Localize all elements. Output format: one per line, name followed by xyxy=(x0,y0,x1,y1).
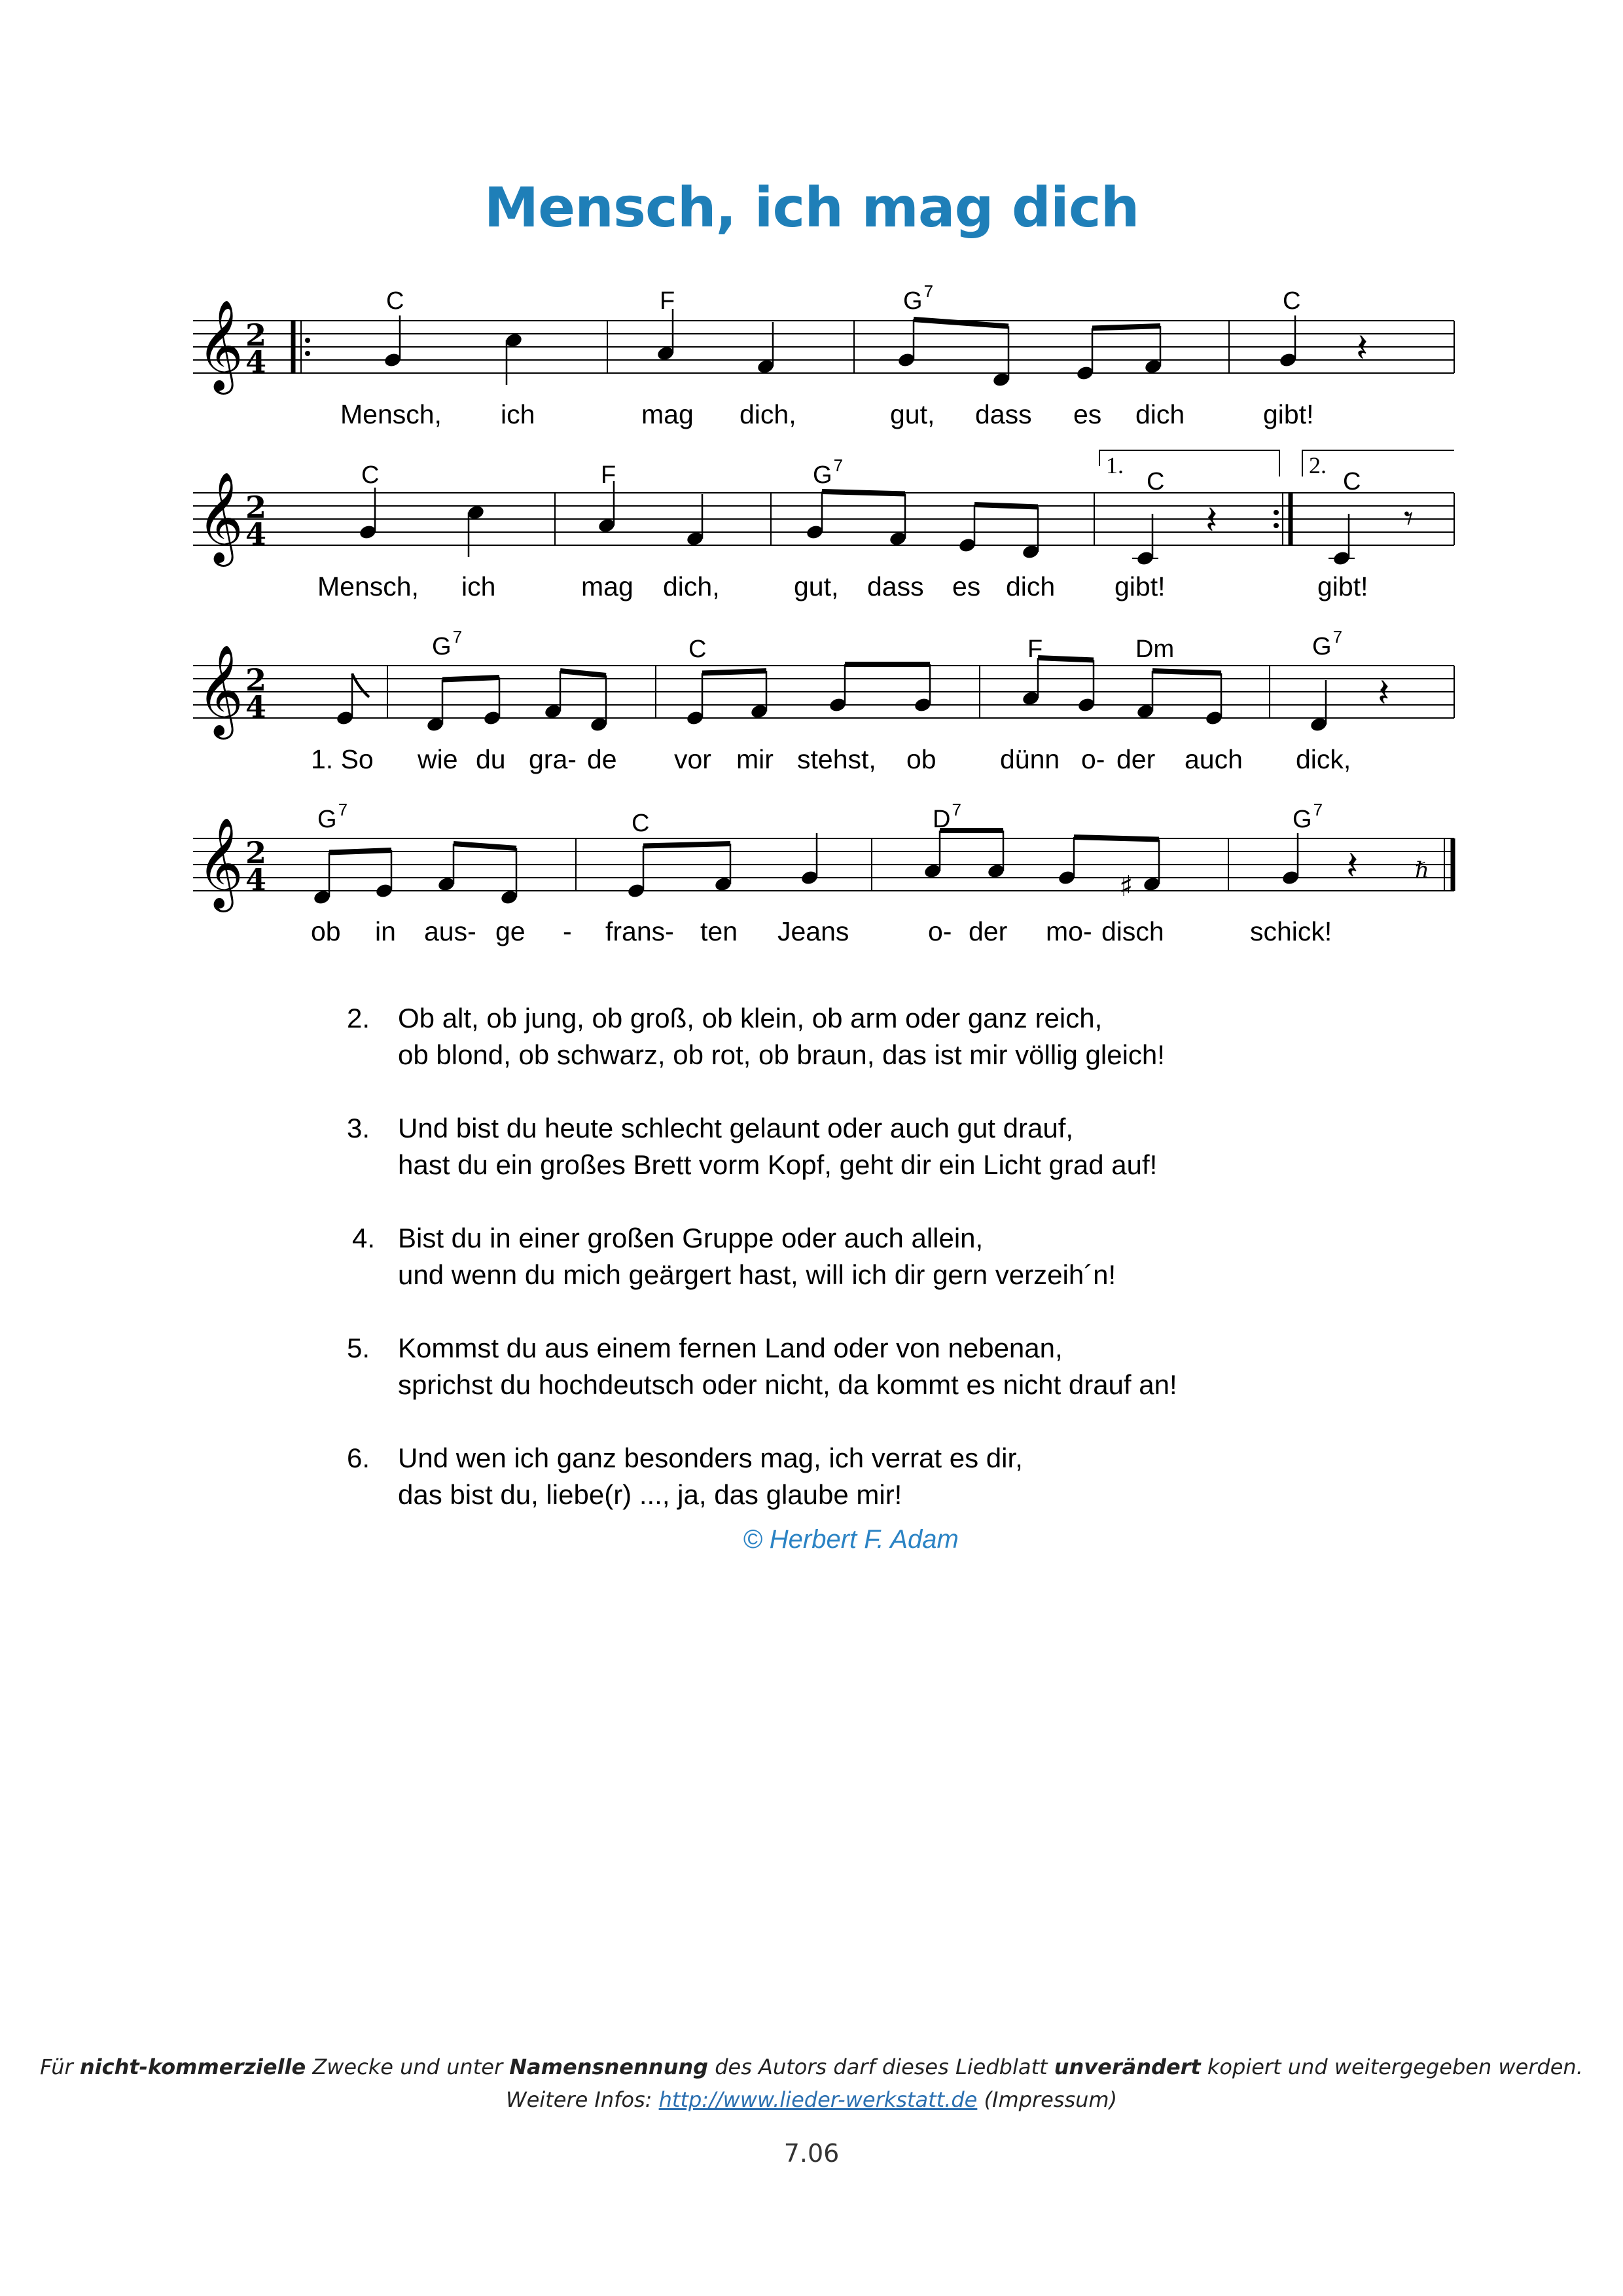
chord: C xyxy=(632,810,650,837)
lyric: aus- xyxy=(424,916,476,946)
copyright: © Herbert F. Adam xyxy=(743,1525,959,1554)
verse-line: Und wen ich ganz besonders mag, ich verrat es dir, xyxy=(398,1443,1023,1473)
lyric: wie xyxy=(418,744,458,774)
lyric: dick, xyxy=(1296,744,1351,774)
chord: Dm xyxy=(1135,636,1175,663)
lyric: dich, xyxy=(740,399,796,429)
treble-clef-icon: 𝄞 xyxy=(197,645,243,736)
lyric: ob xyxy=(906,744,936,774)
lyric: dass xyxy=(975,399,1032,429)
lyric: gut, xyxy=(890,399,935,429)
eighth-rest-icon: 𝄾 xyxy=(1404,497,1414,540)
verse-line: Und bist du heute schlecht gelaunt oder auch gut drauf, xyxy=(398,1113,1074,1143)
page-number: 7.06 xyxy=(783,2139,840,2168)
lyric: ob xyxy=(311,916,341,946)
lyric: mo- xyxy=(1046,916,1092,946)
lyric: disch xyxy=(1101,916,1164,946)
note-flag xyxy=(352,673,369,697)
verse-line: sprichst du hochdeutsch oder nicht, da kommt es nicht drauf an! xyxy=(398,1369,1177,1400)
repeat-dot xyxy=(1274,510,1279,515)
verse-number: 2. xyxy=(347,1003,370,1033)
lyric: Mensch, xyxy=(317,571,419,601)
lyric: du xyxy=(476,744,506,774)
time-signature: 2 xyxy=(245,835,267,870)
lyric: frans- xyxy=(605,916,674,946)
lyric: gibt! xyxy=(1115,571,1166,601)
verse-line: ob blond, ob schwarz, ob rot, ob braun, das ist mir völlig gleich! xyxy=(398,1039,1165,1070)
lyric: es xyxy=(1073,399,1102,429)
footer-line-1: Für nicht-kommerzielle Zwecke und unter Namensnennung des Autors darf dieses Liedblatt unverändert kopiert und weitergegeben werden. xyxy=(40,2054,1583,2079)
chord: C xyxy=(386,287,404,315)
lyric: es xyxy=(952,571,981,601)
website-link[interactable]: http://www.lieder-werkstatt.de xyxy=(658,2087,978,2112)
verse-number: 3. xyxy=(347,1113,370,1143)
lyric: der xyxy=(1116,744,1156,774)
chord: C xyxy=(1343,468,1361,495)
volta-1-bracket xyxy=(1099,450,1279,476)
chord: F xyxy=(601,461,616,489)
lyric: ich xyxy=(461,571,496,601)
verse-number: 4. xyxy=(352,1223,376,1253)
chord: C xyxy=(1147,468,1165,495)
verse xyxy=(347,1110,1459,1183)
beam xyxy=(1038,658,1094,660)
lyric: dich, xyxy=(663,571,720,601)
beam xyxy=(1092,326,1160,329)
beam xyxy=(702,671,766,673)
volta-1-label: 1. xyxy=(1106,452,1124,478)
time-signature: 4 xyxy=(245,516,267,552)
volta-2-label: 2. xyxy=(1309,452,1327,478)
lyric: o- xyxy=(1081,744,1105,774)
lyric: mag xyxy=(581,571,633,601)
footer-line-2: Weitere Infos: http://www.lieder-werkstatt.de (Impressum) xyxy=(505,2087,1118,2112)
lyric: Jeans xyxy=(777,916,849,946)
chord: C xyxy=(361,461,380,489)
lyric: stehst, xyxy=(797,744,876,774)
lyric: in xyxy=(375,916,396,946)
lyric: o- xyxy=(928,916,952,946)
sharp-icon: ♯ xyxy=(1119,870,1133,903)
song-title: Mensch, ich mag dich xyxy=(484,175,1139,240)
lyric: dünn xyxy=(1000,744,1060,774)
treble-clef-icon: 𝄞 xyxy=(197,817,243,908)
beam xyxy=(643,844,730,846)
lyric: vor xyxy=(674,744,711,774)
beam xyxy=(329,850,391,853)
chord: C xyxy=(1283,287,1301,315)
treble-clef-icon: 𝄞 xyxy=(197,300,243,391)
lyric: schick! xyxy=(1250,916,1332,946)
verse xyxy=(347,1330,1459,1403)
chord: $G^7$ xyxy=(317,800,348,833)
beam xyxy=(822,492,905,494)
quarter-rest-icon: 𝄽 xyxy=(1378,670,1390,716)
verse xyxy=(347,1000,1459,1073)
lyric: gibt! xyxy=(1263,399,1314,429)
quarter-rest-icon: 𝄽 xyxy=(1205,497,1218,543)
verses xyxy=(347,1000,1459,1550)
time-signature: 4 xyxy=(245,689,267,725)
verse-line: das bist du, liebe(r) ..., ja, das glaube mir! xyxy=(398,1479,902,1510)
verse-line: hast du ein großes Brett vorm Kopf, geht dir ein Licht grad auf! xyxy=(398,1149,1158,1180)
repeat-dot xyxy=(305,338,310,343)
beam xyxy=(1074,837,1159,840)
chord: $G^7$ xyxy=(1312,627,1343,660)
time-signature: 4 xyxy=(245,344,267,380)
repeat-dot xyxy=(305,351,310,356)
chord: $G^7$ xyxy=(903,281,934,315)
lyric: gibt! xyxy=(1317,571,1368,601)
lyric: mir xyxy=(736,744,774,774)
time-signature: 2 xyxy=(245,317,267,353)
verse xyxy=(347,1440,1459,1513)
lyric: der xyxy=(969,916,1008,946)
lyric: gra- xyxy=(529,744,577,774)
lyric: auch xyxy=(1185,744,1243,774)
quarter-rest-icon: 𝄽 xyxy=(1356,325,1368,371)
chord: $G^7$ xyxy=(813,456,844,489)
lyric: 1. So xyxy=(311,744,374,774)
lyric: dich xyxy=(1006,571,1056,601)
time-signature: 4 xyxy=(245,862,267,897)
beam xyxy=(454,844,516,848)
beam xyxy=(1152,671,1221,673)
verse-number: 6. xyxy=(347,1443,370,1473)
verse-line: und wenn du mich geärgert hast, will ich dir gern verzeih´n! xyxy=(398,1259,1116,1290)
lyric: gut, xyxy=(794,571,839,601)
verse xyxy=(347,1220,1459,1293)
verse-line: Bist du in einer großen Gruppe oder auch allein, xyxy=(398,1223,984,1253)
treble-clef-icon: 𝄞 xyxy=(197,472,243,563)
lyric: Mensch, xyxy=(340,399,442,429)
lyric: dich xyxy=(1135,399,1185,429)
lyric: mag xyxy=(641,399,694,429)
lyric: ten xyxy=(700,916,738,946)
lyric: ge xyxy=(495,916,526,946)
verse-line: Ob alt, ob jung, ob groß, ob klein, ob arm oder ganz reich, xyxy=(398,1003,1103,1033)
time-signature: 2 xyxy=(245,490,267,525)
chord: F xyxy=(1027,636,1043,663)
chord: $G^7$ xyxy=(432,627,463,660)
verse-number: 5. xyxy=(347,1333,370,1363)
verse-line: Kommst du aus einem fernen Land oder von nebenan, xyxy=(398,1333,1063,1363)
chord: $G^7$ xyxy=(1293,800,1323,833)
chord: C xyxy=(688,636,707,663)
lyric: - xyxy=(563,916,572,946)
chord: $D^7$ xyxy=(933,800,961,833)
fine-mark-icon: ℏ xyxy=(1415,857,1429,884)
repeat-dot xyxy=(1274,523,1279,528)
time-signature: 2 xyxy=(245,662,267,698)
beam xyxy=(560,671,606,675)
chord: F xyxy=(660,287,675,315)
quarter-rest-icon: 𝄽 xyxy=(1346,843,1359,889)
beam xyxy=(442,677,499,680)
lyric: de xyxy=(587,744,617,774)
lyric: dass xyxy=(867,571,924,601)
beam xyxy=(974,505,1038,507)
lyric: ich xyxy=(501,399,535,429)
footer xyxy=(0,2051,1623,2116)
